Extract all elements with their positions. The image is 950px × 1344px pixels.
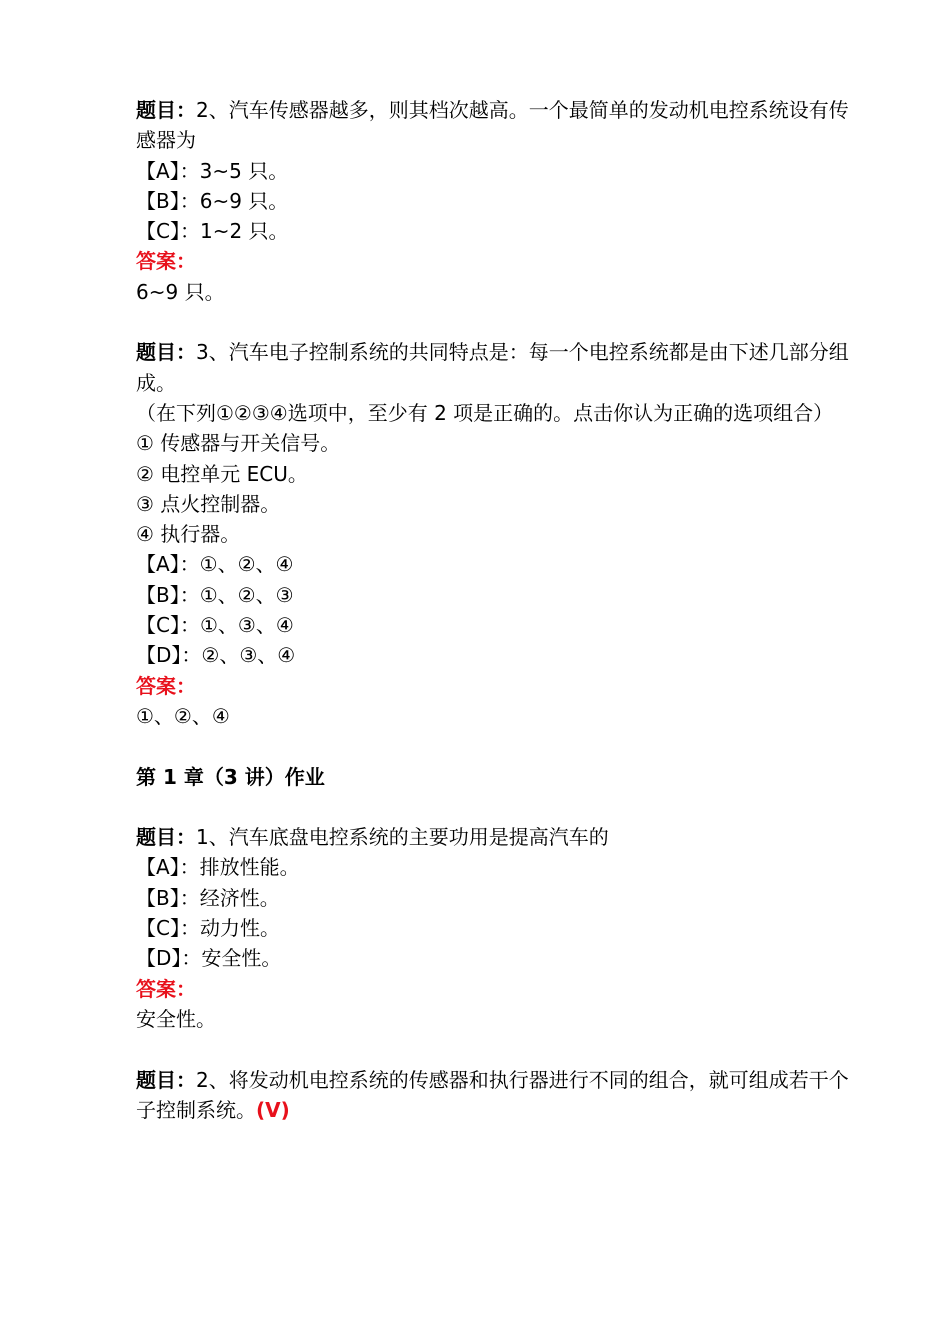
- option-d: 【D】：安全性。: [136, 946, 282, 971]
- document-page: [136, 95, 868, 1125]
- option-a: 【A】：排放性能。: [136, 855, 300, 880]
- question-label: 题目：: [136, 98, 196, 122]
- answer-label: 答案：: [136, 976, 196, 1001]
- question-text: 2、将发动机电控系统的传感器和执行器进行不同的组合，就可组成若干个子控制系统。: [136, 1067, 849, 1122]
- option-c: 【C】：①、③、④: [136, 613, 294, 638]
- option-b: 【B】：6~9 只。: [136, 188, 289, 213]
- true-mark: (V): [256, 1097, 290, 1122]
- question-label: 题目：: [136, 340, 196, 365]
- item-1: ① 传感器与开关信号。: [136, 431, 341, 456]
- option-b: 【B】：①、②、③: [136, 582, 294, 607]
- question-label: 题目：: [136, 1067, 196, 1092]
- item-3: ③ 点火控制器。: [136, 491, 281, 516]
- chapter-question-2: [136, 1065, 868, 1126]
- option-a: 【A】：3~5 只。: [136, 158, 289, 183]
- option-c: 【C】：1~2 只。: [136, 219, 289, 244]
- option-a: 【A】：①、②、④: [136, 552, 294, 577]
- spacer: [136, 307, 868, 337]
- option-b: 【B】：经济性。: [136, 885, 280, 910]
- question-2: [136, 95, 868, 156]
- answer-text: ①、②、④: [136, 703, 230, 728]
- option-d: 【D】：②、③、④: [136, 643, 296, 668]
- question-note: （在下列①②③④选项中，至少有 2 项是正确的。点击你认为正确的选项组合）: [136, 400, 834, 425]
- question-text: 3、汽车电子控制系统的共同特点是：每一个电控系统都是由下述几部分组成。: [136, 340, 849, 395]
- option-c: 【C】：动力性。: [136, 916, 280, 941]
- question-label: 题目：: [136, 825, 196, 850]
- spacer: [136, 792, 868, 822]
- spacer: [136, 731, 868, 761]
- answer-text: 6~9 只。: [136, 279, 225, 304]
- spacer: [136, 1034, 868, 1064]
- answer-label: 答案：: [136, 249, 196, 274]
- answer-text: 安全性。: [136, 1006, 216, 1031]
- question-text: 1、汽车底盘电控系统的主要功用是提高汽车的: [196, 825, 609, 850]
- item-4: ④ 执行器。: [136, 522, 241, 547]
- question-text: 2、汽车传感器越多，则其档次越高。一个最简单的发动机电控系统设有传感器为: [136, 98, 849, 153]
- answer-label: 答案：: [136, 673, 196, 698]
- chapter-heading: 第 1 章（3 讲）作业: [136, 764, 325, 789]
- item-2: ② 电控单元 ECU。: [136, 461, 308, 486]
- question-3: [136, 337, 868, 398]
- chapter-question-1: [136, 822, 868, 852]
